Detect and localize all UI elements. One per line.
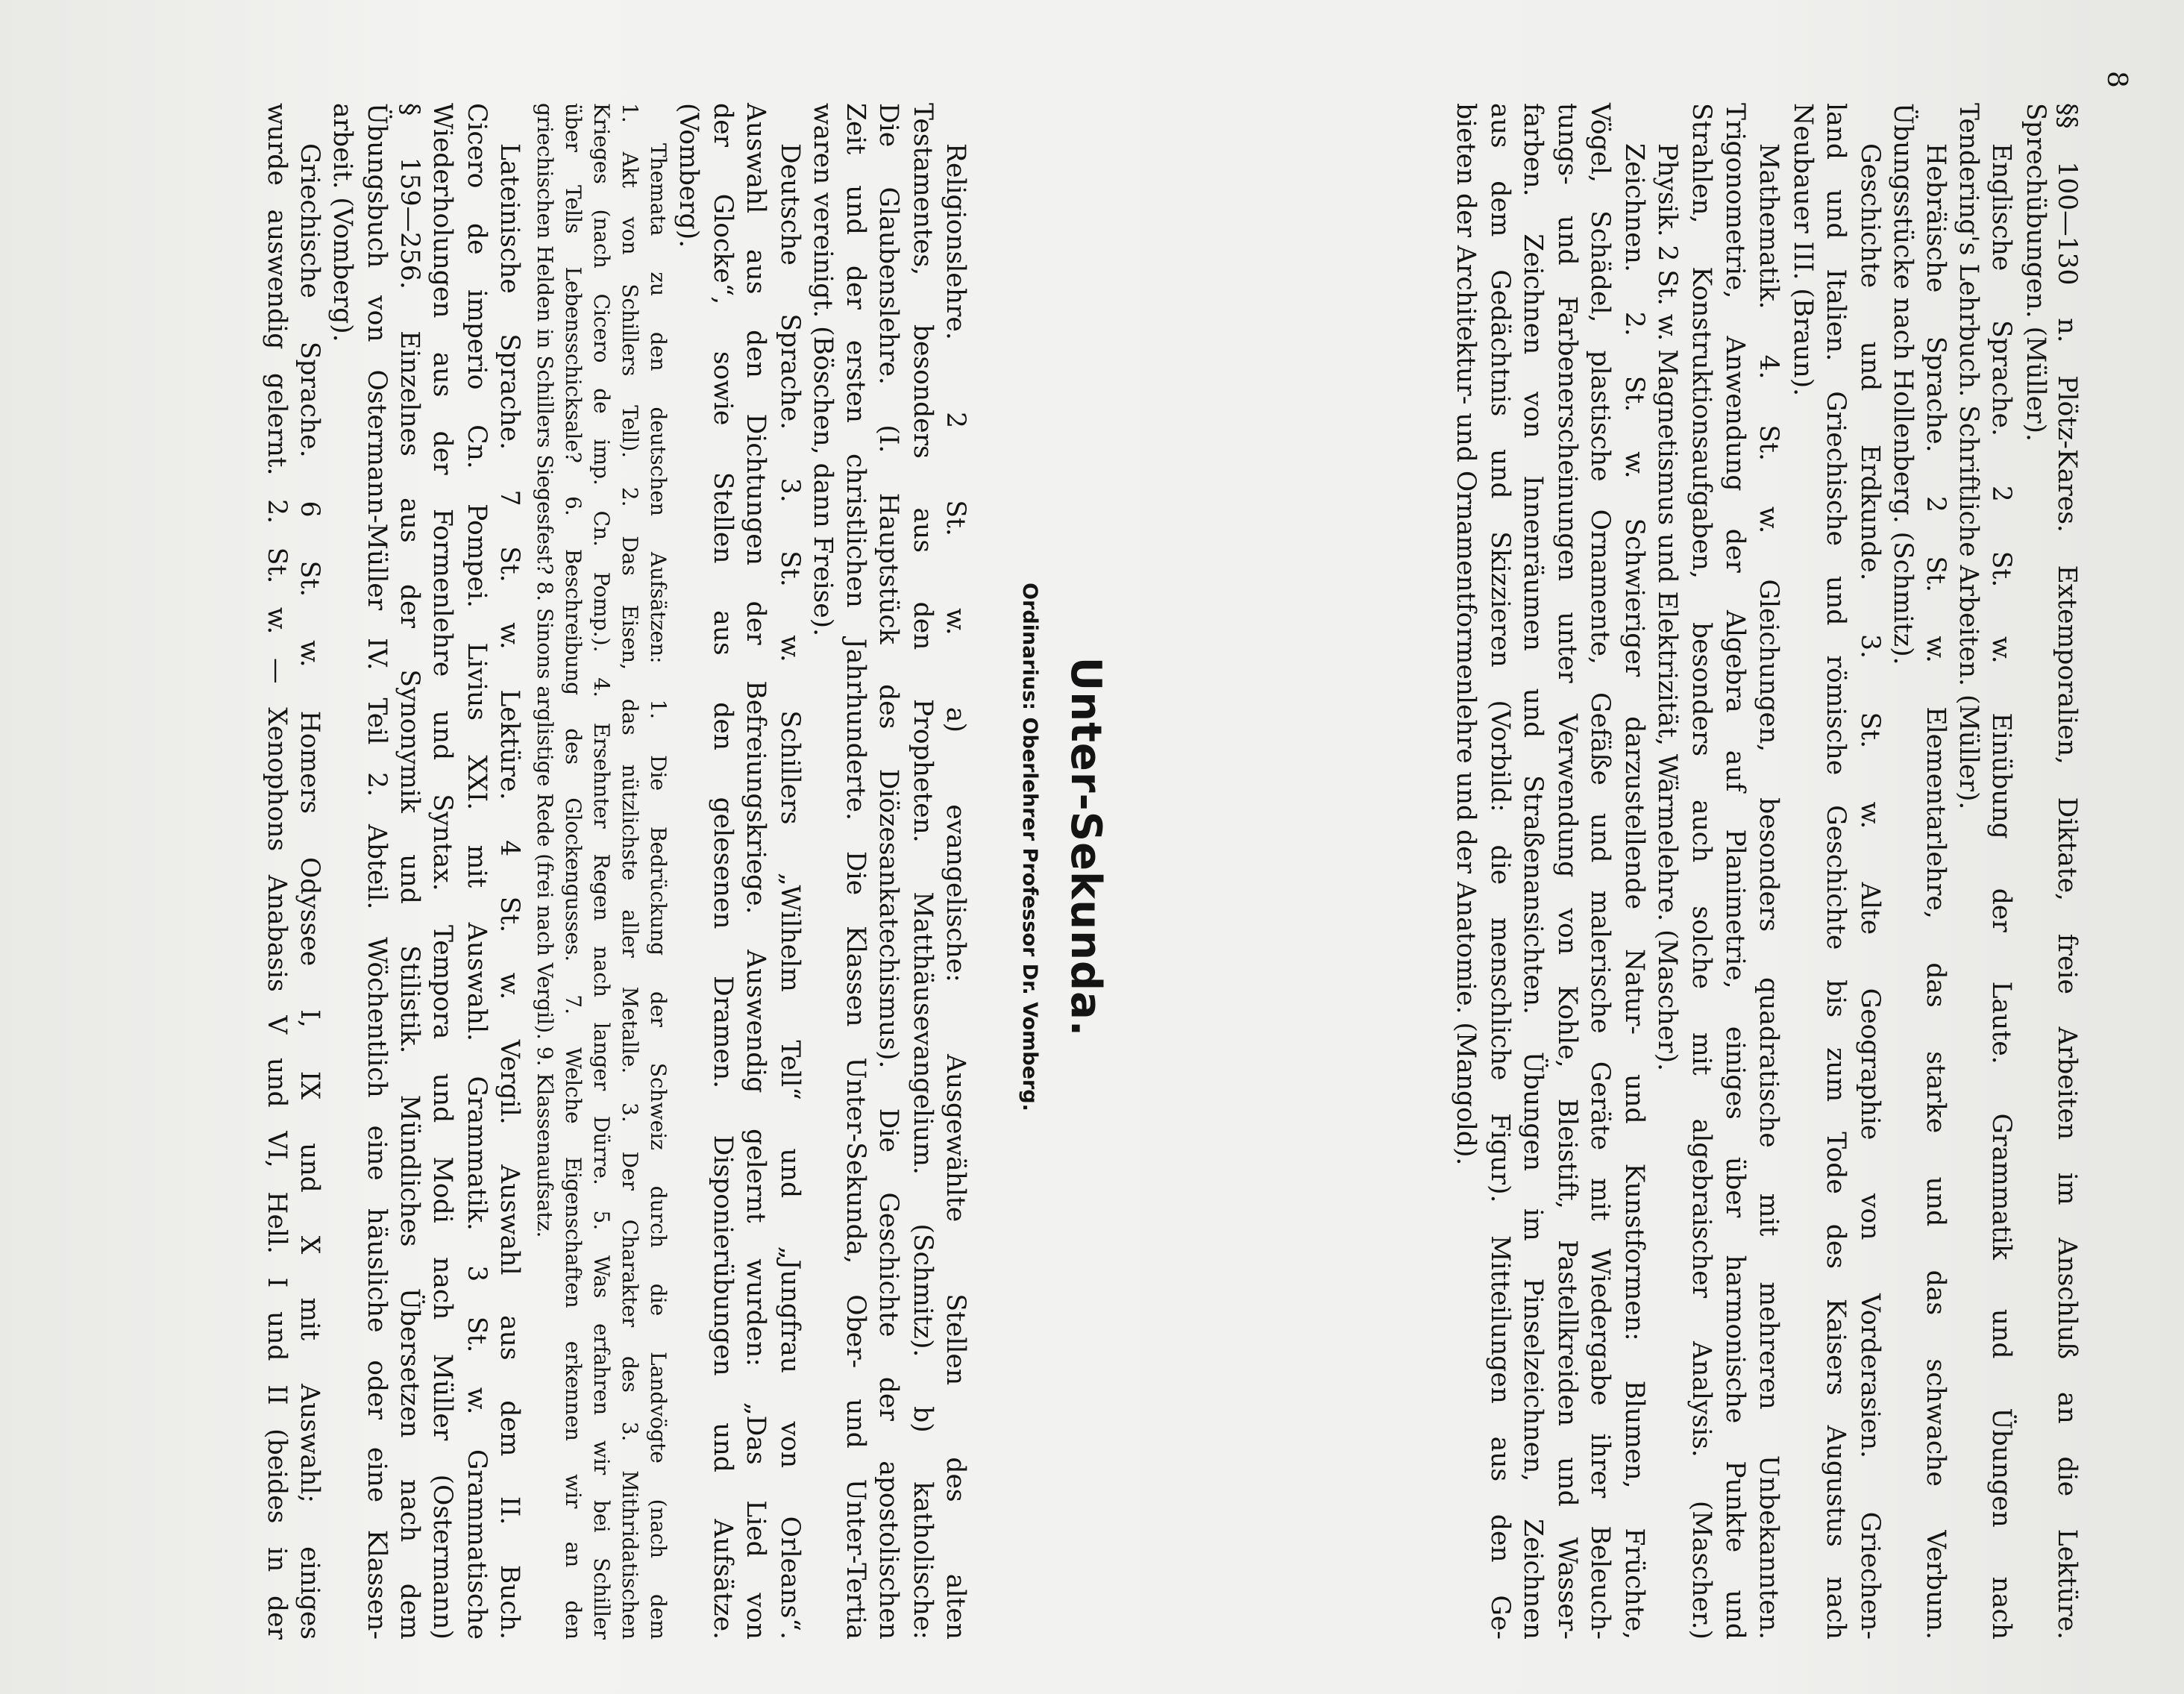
lower-text-line: Lateinische Sprache. 7 St. w. Lektüre. 4 St. w. Vergil. Auswahl aus dem II. Buch.	[495, 143, 524, 1640]
upper-text-line: land und Italien. Griechische und römische Geschichte bis zum Tode des Kaisers Augustus nach	[1821, 103, 1851, 1640]
lower-text-line: Cicero de imperio Cn. Pompei. Livius XXI. mit Auswahl. Grammatik. 3 St. w. Grammatische	[462, 103, 492, 1640]
upper-text-line: bieten der Architektur- und Ornamentformenlehre und der Anatomie. (Mangold).	[1451, 103, 1481, 1166]
lower-text-line: Themata zu den deutschen Aufsätzen: 1. Die Bedrückung der Schweiz durch die Landvögte (nach dem	[646, 143, 671, 1640]
lower-text-line: 1. Akt von Schillers Tell). 2. Das Eisen, das nützlichste aller Metalle. 3. Der Charakter des 3. Mithridatischen	[618, 103, 642, 1640]
lower-text-line: über Tells Lebensschicksale? 6. Beschreibung des Glockengusses. 7. Welche Eigenschaften erkennen wir an den	[561, 103, 586, 1640]
upper-text-line: farben. Zeichnen von Innenräumen und Straßenansichten. Übungen im Pinselzeichnen, Zeichnen	[1518, 103, 1548, 1640]
section-heading: Unter-Sekunda.	[1061, 656, 1110, 1038]
lower-text-line: der Glocke“, sowie Stellen aus den gelesenen Dramen. Disponierübungen und Aufsätze.	[708, 103, 738, 1640]
upper-text-line: Tendering's Lehrbuch. Schriftliche Arbeiten. (Müller).	[1954, 103, 1983, 810]
upper-text-line: Mathematik. 4. St. w. Gleichungen, besonders quadratische mit mehreren Unbekannten.	[1754, 143, 1783, 1640]
upper-text-line: Englische Sprache. 2 St. w. Einübung der Laute. Grammatik und Übungen nach	[1986, 143, 2016, 1640]
upper-text-line: Neubauer III. (Braun).	[1788, 103, 1818, 397]
lower-text-line: Testamentes, besonders aus den Propheten. Matthäusevangelium. (Schmitz). b) katholische:	[908, 103, 938, 1640]
upper-text-line: Trigonometrie, Anwendung der Algebra auf Planimetrie, einiges über harmonische Punkte und	[1720, 103, 1750, 1640]
upper-text-line: Zeichnen. 2. St. w. Schwieriger darzustellende Natur- und Kunstformen: Blumen, Früchte,	[1619, 143, 1649, 1640]
upper-text-line: Übungsstücke nach Hollenberg. (Schmitz).	[1888, 103, 1918, 665]
page-number: 8	[2101, 71, 2132, 88]
lower-text-line: Übungsbuch von Ostermann-Müller IV. Teil 2. Abteil. Wöchentlich eine häusliche oder eine Klassen-	[362, 103, 392, 1640]
upper-text-line: tungs- und Farbenerscheinungen unter Verwendung von Kohle, Bleistift, Pastellkreiden und Wasser-	[1552, 103, 1582, 1640]
lower-text-line: arbeit. (Vomberg).	[327, 103, 357, 342]
lower-text-line: Griechische Sprache. 6 St. w. Homers Odyssee I, IX und X mit Auswahl; einiges	[295, 143, 324, 1640]
upper-text-line: Hebräische Sprache. 2 St. w. Elementarlehre, das starke und das schwache Verbum.	[1921, 143, 1951, 1640]
lower-text-line: Krieges (nach Cicero de imp. Cn. Pomp.). 4. Ersehnter Regen nach langer Dürre. 5. Was erfahren wir bei Schiller	[589, 103, 614, 1640]
upper-text-line: §§ 100—130 n. Plötz-Kares. Extemporalien, Diktate, freie Arbeiten im Anschluß an die Lektüre.	[2052, 103, 2082, 1640]
upper-text-line: Geschichte und Erdkunde. 3. St. w. Alte Geographie von Vorderasien. Griechen-	[1855, 143, 1885, 1640]
upper-text-line: Sprechübungen. (Müller).	[2021, 103, 2050, 442]
lower-text-line: Deutsche Sprache. 3. St. w. Schillers „Wilhelm Tell“ und „Jungfrau von Orleans“.	[775, 143, 805, 1640]
lower-text-line: waren vereinigt. (Böschen, dann Freise).	[808, 103, 838, 637]
upper-text-line: Vögel, Schädel, plastische Ornamente, Gefäße und malerische Geräte mit Wiedergabe ihrer Beleuch-	[1585, 103, 1615, 1640]
lower-text-line: Religionslehre. 2 St. w. a) evangelische: Ausgewählte Stellen des alten	[941, 143, 970, 1640]
upper-text-line: aus dem Gedächtnis und Skizzieren (Vorbild: die menschliche Figur). Mitteilungen aus den Ge-	[1485, 103, 1515, 1640]
upper-text-line: Strahlen, Konstruktionsaufgaben, besonders auch solche mit algebraischer Analysis. (Mascher.)	[1686, 103, 1716, 1640]
lower-text-line: Wiederholungen aus der Formenlehre und Syntax. Tempora und Modi nach Müller (Ostermann)	[427, 103, 457, 1640]
lower-text-line: wurde auswendig gelernt. 2. St. w. — Xenophons Anabasis V und VI, Hell. I und II (beides in der	[262, 103, 292, 1640]
lower-text-line: (Vomberg).	[674, 103, 703, 248]
lower-text-line: Zeit und der ersten christlichen Jahrhunderte. Die Klassen Unter-Sekunda, Ober- und Unter-Tertia	[841, 103, 870, 1640]
lower-text-line: § 159—256. Einzelnes aus der Synonymik und Stilistik. Mündliches Übersetzen nach dem	[395, 103, 424, 1640]
upper-text-line: Physik. 2 St. w. Magnetismus und Elektrizität, Wärmelehre. (Mascher).	[1652, 143, 1682, 1072]
section-subheading: Ordinarius: Oberlehrer Professor Dr. Vomberg.	[1018, 583, 1041, 1111]
lower-text-line: griechischen Helden in Schillers Siegesfest? 8. Sinons arglistige Rede (frei nach Vergil). 9. Klassenaufsatz.	[533, 103, 557, 1238]
lower-text-line: Auswahl aus den Dichtungen der Befreiungskriege. Auswendig gelernt wurden: „Das Lied von	[741, 103, 771, 1640]
lower-text-line: Die Glaubenslehre. (I. Hauptstück des Diözesankatechismus). Die Geschichte der apostolischen	[873, 103, 903, 1640]
